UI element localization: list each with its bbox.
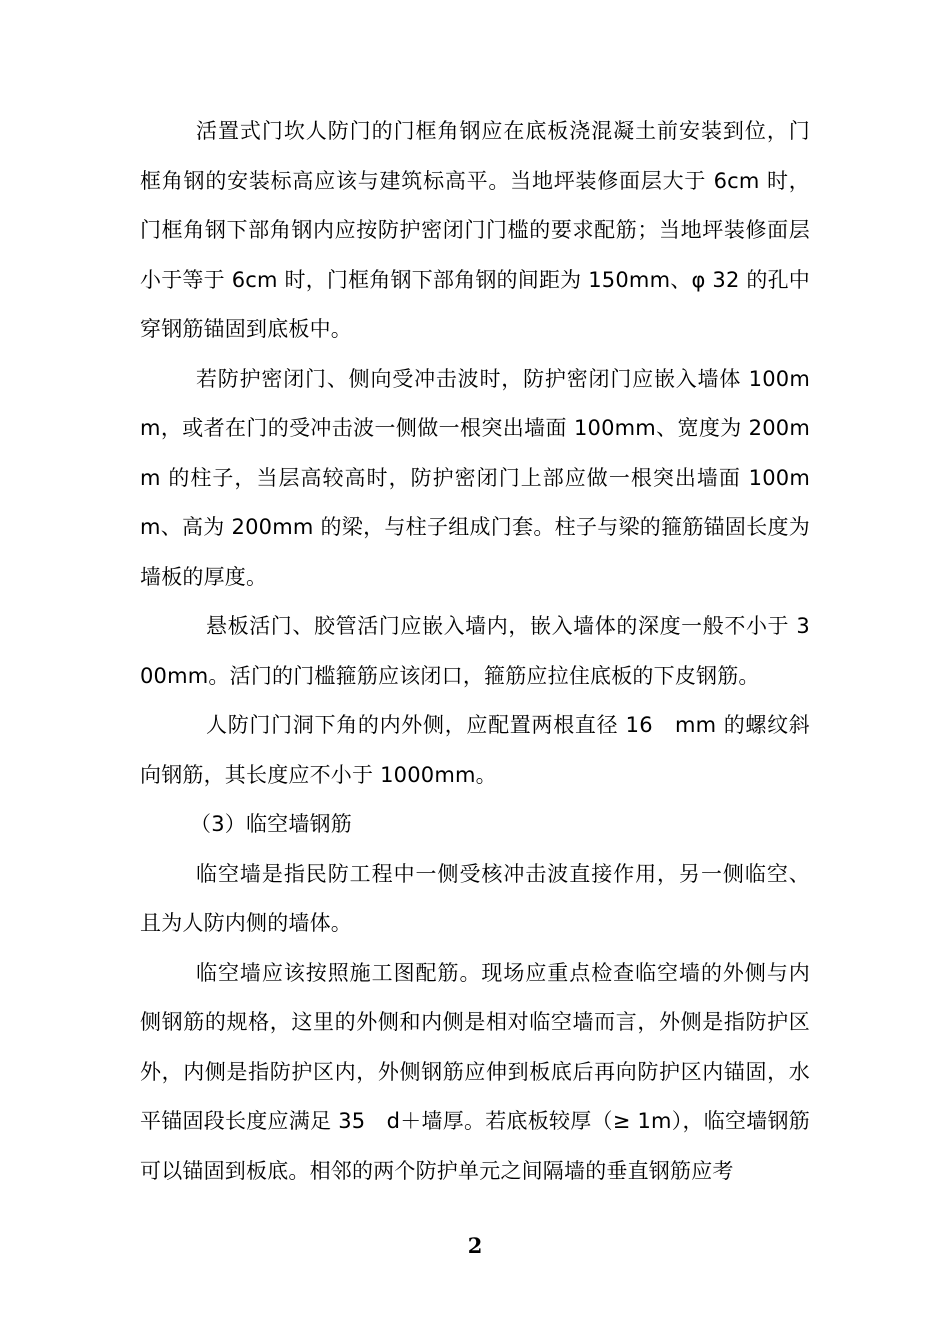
paragraph-exposed-wall-reinforcement: 临空墙应该按照施工图配筋。现场应重点检查临空墙的外侧与内侧钢筋的规格，这里的外侧和内侧是相对临空墙而言，外侧是指防护区外，内侧是指防护区内，外侧钢筋应伸到板底后再向防护区内锚固，水平锚固段长度应满足 35 d＋墙厚。若底板较厚（≥ 1m），临空墙钢筋可以锚固到板底。相邻的两个防护单元之间隔墙的垂直钢筋应考 bbox=[140, 960, 810, 1183]
paragraph-diagonal-rebar: 人防门门洞下角的内外侧，应配置两根直径 16 mm 的螺纹斜向钢筋，其长度应不小于 1000mm。 bbox=[140, 713, 810, 787]
paragraph-door-frame-angle-steel: 活置式门坎人防门的门框角钢应在底板浇混凝土前安装到位，门框角钢的安装标高应该与建筑标高平。当地坪装修面层大于 6cm 时，门框角钢下部角钢内应按防护密闭门门槛的要求配筋；当地坪装修面层小于等于 6cm 时，门框角钢下部角钢的间距为 150mm、φ 32 的孔中穿钢筋锚固到底板中。 bbox=[140, 119, 810, 341]
page-number: 2 bbox=[467, 1233, 483, 1258]
document-body bbox=[140, 107, 810, 1196]
paragraph-blast-door-embedding: 若防护密闭门、侧向受冲击波时，防护密闭门应嵌入墙体 100mm，或者在门的受冲击波一侧做一根突出墙面 100mm、宽度为 200mm 的柱子，当层高较高时，防护密闭门上部应做一根突出墙面 100mm、高为 200mm 的梁，与柱子组成门套。柱子与梁的箍筋锚固长度为墙板的厚度。 bbox=[140, 366, 810, 589]
section-heading-exposed-wall-rebar: （3）临空墙钢筋 bbox=[190, 812, 352, 836]
paragraph-exposed-wall-definition: 临空墙是指民防工程中一侧受核冲击波直接作用，另一侧临空、且为人防内侧的墙体。 bbox=[140, 861, 810, 935]
paragraph-valve-door-embedding: 悬板活门、胶管活门应嵌入墙内，嵌入墙体的深度一般不小于 300mm。活门的门槛箍筋应该闭口，箍筋应拉住底板的下皮钢筋。 bbox=[140, 614, 810, 688]
